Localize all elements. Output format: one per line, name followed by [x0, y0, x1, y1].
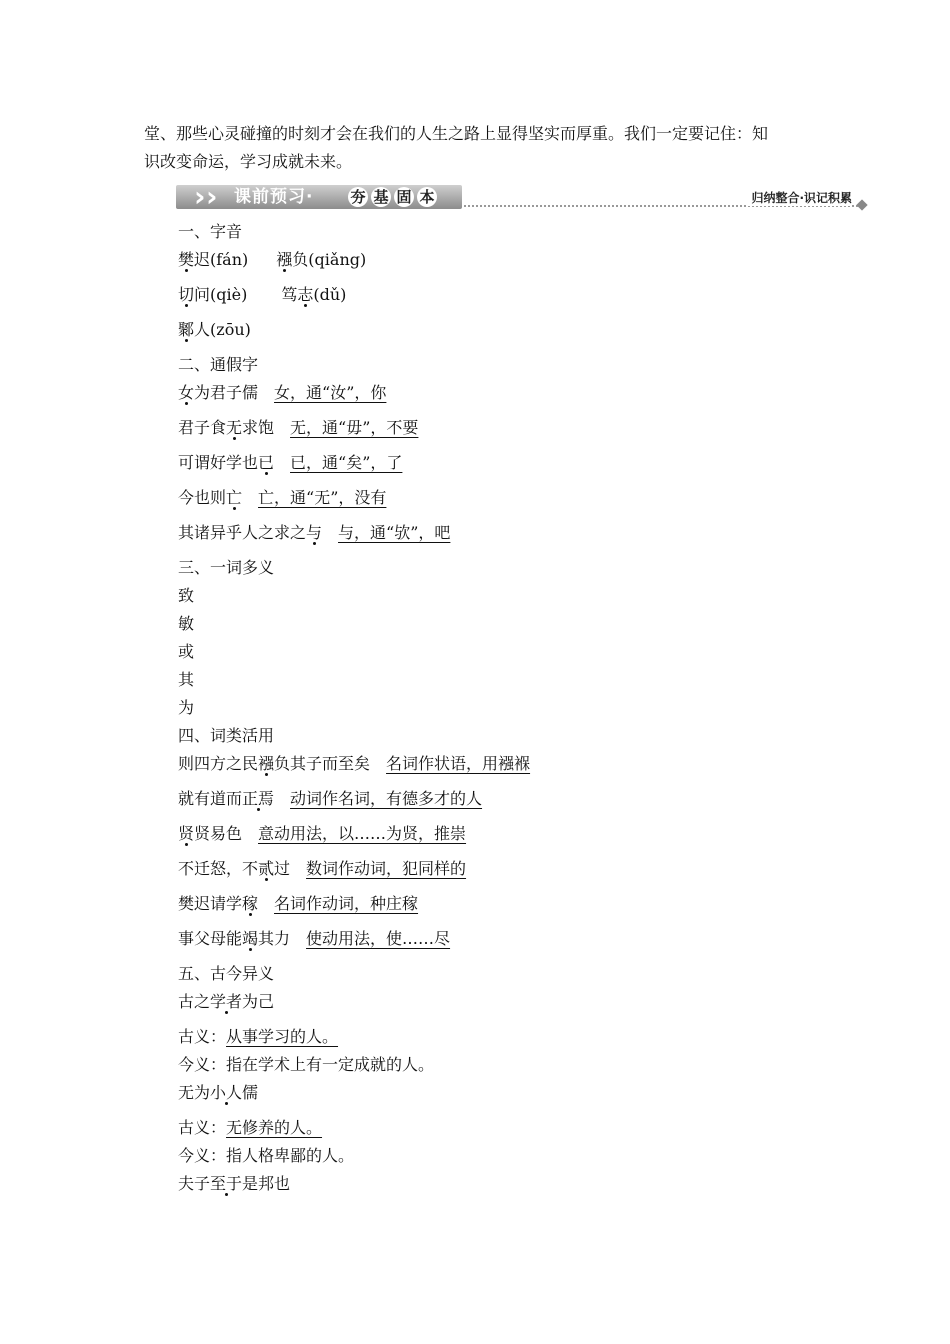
pronunciation-item: 笃志(dǔ): [281, 285, 347, 304]
tongjia-row: 其诸异乎人之求之与 与，通“欤”，吧: [178, 523, 451, 542]
section-heading: 三、一词多义: [178, 558, 275, 577]
answer: 数词作动词，犯同样的: [306, 859, 467, 878]
pronunciation-row: [178, 281, 838, 316]
ancientmodern-phrase: 无为小人儒: [178, 1083, 259, 1102]
polysemy-item: 或: [178, 642, 195, 661]
pronunciation-row: [178, 316, 838, 351]
ancientmodern-phrase: 夫子至于是邦也: [178, 1174, 291, 1193]
banner-sub-char: 基: [371, 187, 391, 207]
chevron-right-icon: ›: [206, 180, 218, 213]
section-heading: 二、通假字: [178, 355, 259, 374]
polysemy-item: 敏: [178, 614, 195, 633]
section-heading: 五、古今异义: [178, 964, 275, 983]
ancientmodern-phrase: 古之学者为己: [178, 992, 275, 1011]
wordclass-row: 樊迟请学稼 名词作动词，种庄稼: [178, 894, 419, 913]
answer: 名词作动词，种庄稼: [274, 894, 419, 913]
wordclass-row: 事父母能竭其力 使动用法，使……尽: [178, 929, 451, 948]
wordclass-row: 则四方之民襁负其子而至矣 名词作状语，用襁褓: [178, 754, 531, 773]
tongjia-row: 可谓好学也已 已，通“矣”，了: [178, 453, 403, 472]
section-heading: 一、字音: [178, 222, 243, 241]
banner-subtitle: [348, 187, 440, 207]
answer: 意动用法，以……为贤，推崇: [258, 824, 467, 843]
polysemy-item: 为: [178, 698, 195, 717]
modern-meaning: 今义：指在学术上有一定成就的人。: [178, 1055, 435, 1074]
polysemy-item: 其: [178, 670, 195, 689]
tongjia-row: 君子食无求饱 无，通“毋”，不要: [178, 418, 419, 437]
wordclass-row: 不迁怒，不贰过 数词作动词，犯同样的: [178, 859, 467, 878]
answer: 无，通“毋”，不要: [290, 418, 419, 437]
pronunciation-item: 樊迟(fán): [178, 250, 249, 269]
banner-right-label: 归纳整合·识记积累: [747, 189, 852, 206]
pronunciation-item: 切问(qiè): [178, 285, 248, 304]
banner-title: 课前预习·: [234, 187, 314, 207]
wordclass-row: 就有道而正焉 动词作名词，有德多才的人: [178, 789, 483, 808]
pronunciation-item: 襁负(qiǎng): [276, 250, 367, 269]
banner-sub-char: 固: [394, 187, 414, 207]
diamond-icon: [856, 199, 867, 210]
polysemy-item: 致: [178, 586, 195, 605]
answer: 使动用法，使……尽: [306, 929, 451, 948]
section-heading: 四、词类活用: [178, 726, 275, 745]
tongjia-row: 今也则亡 亡，通“无”，没有: [178, 488, 387, 507]
main-content: [178, 218, 838, 1198]
banner-sub-char: 本: [417, 187, 437, 207]
answer: 女，通“汝”，你: [274, 383, 387, 402]
answer: 与，通“欤”，吧: [338, 523, 451, 542]
modern-meaning: 今义：指人格卑鄙的人。: [178, 1146, 355, 1165]
answer: 动词作名词，有德多才的人: [290, 789, 483, 808]
answer: 名词作状语，用襁褓: [386, 754, 531, 773]
banner-sub-char: 夯: [348, 187, 368, 207]
answer: 已，通“矣”，了: [290, 453, 403, 472]
answer: 亡，通“无”，没有: [258, 488, 387, 507]
section-banner: [176, 180, 866, 213]
chevron-right-icon: ›: [194, 180, 206, 213]
pronunciation-row: [178, 246, 838, 281]
intro-paragraph: [144, 120, 814, 176]
pronunciation-item: 鄹人(zōu): [178, 320, 251, 339]
ancient-meaning: 古义：无修养的人。: [178, 1118, 323, 1137]
ancient-meaning: 古义：从事学习的人。: [178, 1027, 339, 1046]
intro-line-1: 堂、那些心灵碰撞的时刻才会在我们的人生之路上显得坚实而厚重。我们一定要记住：知: [144, 124, 769, 143]
intro-line-2: 识改变命运，学习成就未来。: [144, 152, 353, 171]
wordclass-row: 贤贤易色 意动用法，以……为贤，推崇: [178, 824, 467, 843]
tongjia-row: 女为君子儒 女，通“汝”，你: [178, 383, 387, 402]
